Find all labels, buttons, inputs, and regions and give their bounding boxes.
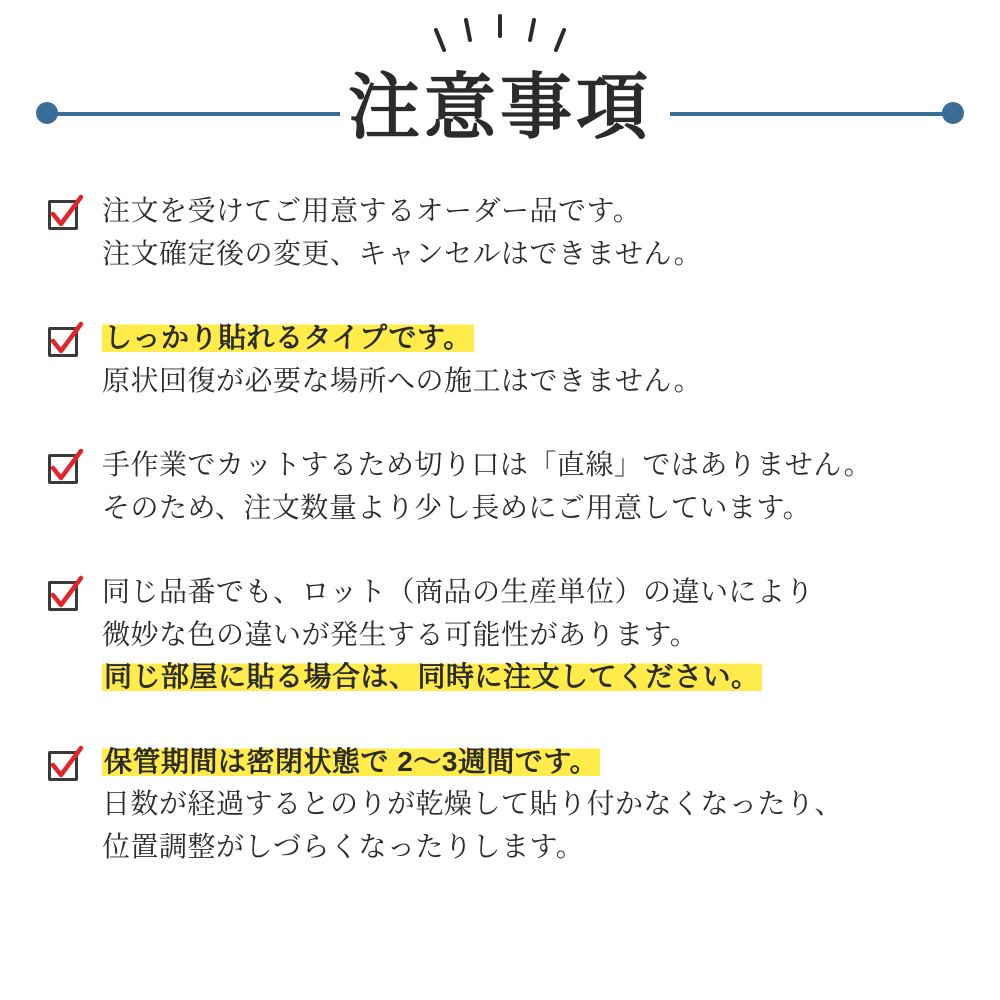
note-line: 注文を受けてご用意するオーダー品です。 <box>102 195 642 226</box>
note-line <box>102 317 960 360</box>
sparkle-decoration-icon <box>0 14 1000 70</box>
checked-checkbox-icon <box>44 321 84 361</box>
note-line: 同じ品番でも、ロット（商品の生産単位）の違いにより <box>102 576 814 608</box>
note-line: 手作業でカットするため切り口は「直線」ではありません。 <box>102 449 873 481</box>
note-line: 原状回復が必要な場所への施工はできません。 <box>102 364 703 396</box>
note-line: 注文確定後の変更、キャンセルはできません。 <box>102 237 703 269</box>
checked-checkbox-icon <box>44 194 84 234</box>
list-item <box>44 571 960 699</box>
list-item <box>44 444 960 529</box>
highlighted-text: 同じ部屋に貼る場合は、同時に注文してください。 <box>104 661 760 693</box>
note-line: そのため、注文数量より少し長めにご用意しています。 <box>102 491 812 523</box>
list-item <box>44 741 960 869</box>
checked-checkbox-icon <box>44 575 84 615</box>
page-header <box>0 0 1000 180</box>
checked-checkbox-icon <box>44 745 84 785</box>
note-line: 日数が経過するとのりが乾燥して貼り付かなくなったり、 <box>102 788 844 820</box>
note-line <box>102 656 960 699</box>
highlighted-text: 保管期間は密閉状態で 2〜3週間です。 <box>104 745 599 777</box>
list-item <box>44 190 960 275</box>
note-text-block <box>102 741 960 869</box>
list-item <box>44 317 960 402</box>
note-text-block <box>102 571 960 699</box>
note-line: 微妙な色の違いが発生する可能性があります。 <box>102 618 699 650</box>
note-text-block <box>102 317 960 402</box>
page-title: 注意事項 <box>347 68 652 148</box>
note-line: 位置調整がしづらくなったりします。 <box>102 831 585 863</box>
note-line <box>102 741 960 784</box>
highlighted-text: しっかり貼れるタイプです。 <box>104 322 472 354</box>
note-text-block <box>102 444 960 529</box>
note-text-block <box>102 190 960 275</box>
checked-checkbox-icon <box>44 448 84 488</box>
notes-list <box>0 190 1000 869</box>
